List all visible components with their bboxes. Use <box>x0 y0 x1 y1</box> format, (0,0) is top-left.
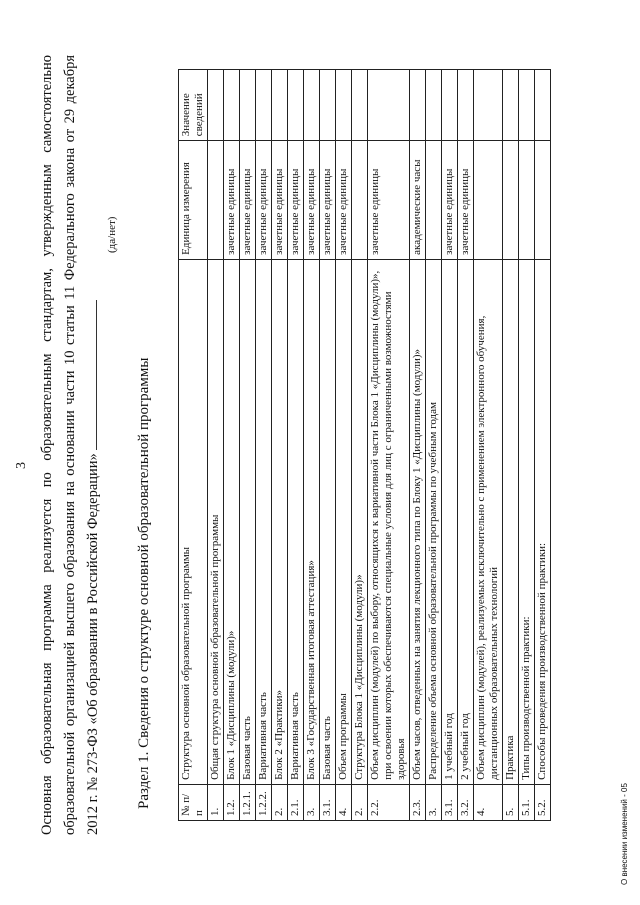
row-unit: зачетные единицы <box>336 141 352 260</box>
intro-text: Основная образовательная программа реализуется по образовательным стандартам, утвержденным самостоятельно образовательной организацией высшего образования на основании части 10 статьи 11 Федерального закона от 29 декабря 2012 г. № 273-ФЗ «Об образовании в Российской Федерации» <box>39 55 101 835</box>
row-name: Блок 2 «Практики» <box>272 259 288 784</box>
row-num: 1.2.1. <box>240 784 256 820</box>
table-row <box>256 70 272 821</box>
row-name: Вариативная часть <box>256 259 272 784</box>
row-name: Общая структура основной образовательной программы <box>208 259 224 784</box>
row-num: 1. <box>208 784 224 820</box>
row-num: 5.1. <box>519 784 535 820</box>
table-row <box>368 70 410 821</box>
row-unit: академические часы <box>410 141 426 260</box>
row-unit <box>503 141 519 260</box>
table-row <box>410 70 426 821</box>
header-value: Значение сведений <box>179 70 208 141</box>
row-unit <box>208 141 224 260</box>
row-value-cell[interactable] <box>320 70 336 141</box>
answer-hint: (да/нет) <box>106 216 118 253</box>
row-value-cell[interactable] <box>288 70 304 141</box>
row-name: Блок 3 «Государственная итоговая аттестация» <box>304 259 320 784</box>
row-value-cell[interactable] <box>352 70 368 141</box>
page-number: 3 <box>14 462 29 469</box>
row-unit: зачетные единицы <box>224 141 240 260</box>
footer-note: О внесении изменений - 05 <box>620 783 629 885</box>
header-unit: Единица измерения <box>179 141 208 260</box>
row-num: 3. <box>304 784 320 820</box>
row-num: 2. <box>272 784 288 820</box>
row-value-cell[interactable] <box>519 70 535 141</box>
header-num: № п/п <box>179 784 208 820</box>
section-heading: Раздел 1. Сведения о структуре основной образовательной программы <box>136 357 152 809</box>
row-num: 2.2. <box>368 784 410 820</box>
row-num: 5.2. <box>535 784 551 820</box>
row-value-cell[interactable] <box>474 70 503 141</box>
table-row <box>426 70 442 821</box>
row-name: Структура Блока 1 «Дисциплины (модули)» <box>352 259 368 784</box>
row-unit: зачетные единицы <box>304 141 320 260</box>
row-value-cell[interactable] <box>426 70 442 141</box>
row-name: Вариативная часть <box>288 259 304 784</box>
table-row <box>442 70 458 821</box>
row-unit <box>474 141 503 260</box>
row-value-cell[interactable] <box>256 70 272 141</box>
row-value-cell[interactable] <box>304 70 320 141</box>
row-unit: зачетные единицы <box>288 141 304 260</box>
row-value-cell[interactable] <box>208 70 224 141</box>
table-row <box>336 70 352 821</box>
row-unit: зачетные единицы <box>240 141 256 260</box>
table-row <box>304 70 320 821</box>
row-unit: зачетные единицы <box>320 141 336 260</box>
table-row <box>458 70 474 821</box>
row-unit <box>519 141 535 260</box>
intro-paragraph <box>36 55 105 835</box>
row-unit: зачетные единицы <box>272 141 288 260</box>
row-num: 3.1. <box>320 784 336 820</box>
row-value-cell[interactable] <box>336 70 352 141</box>
row-value-cell[interactable] <box>442 70 458 141</box>
answer-line[interactable] <box>84 300 97 450</box>
row-unit <box>426 141 442 260</box>
row-unit: зачетные единицы <box>458 141 474 260</box>
row-num: 3. <box>426 784 442 820</box>
row-num: 1.2.2. <box>256 784 272 820</box>
row-unit: зачетные единицы <box>256 141 272 260</box>
row-num: 3.2. <box>458 784 474 820</box>
row-num: 4. <box>474 784 503 820</box>
structure-table <box>178 69 551 821</box>
row-name: Практика <box>503 259 519 784</box>
table-header-row <box>179 70 208 821</box>
row-name: Объем дисциплин (модулей), реализуемых исключительно с применением электронного обучения, дистанционных образовательных технологий <box>474 259 503 784</box>
row-value-cell[interactable] <box>224 70 240 141</box>
row-name: Распределение объема основной образовательной программы по учебным годам <box>426 259 442 784</box>
row-value-cell[interactable] <box>458 70 474 141</box>
table-row <box>535 70 551 821</box>
row-num: 4. <box>336 784 352 820</box>
row-name: 1 учебный год <box>442 259 458 784</box>
table-row <box>519 70 535 821</box>
row-name: Объем дисциплин (модулей) по выбору, относящихся к вариативной части Блока 1 «Дисциплины (модули)», при освоении которых обеспечиваются специальные условия для лиц с ограниченными возможностями здоровья <box>368 259 410 784</box>
row-num: 2.3. <box>410 784 426 820</box>
table-row <box>474 70 503 821</box>
table-body <box>208 70 551 821</box>
table-row <box>503 70 519 821</box>
row-num: 2. <box>352 784 368 820</box>
row-unit <box>352 141 368 260</box>
row-name: Типы производственной практики: <box>519 259 535 784</box>
table-row <box>320 70 336 821</box>
table-row <box>272 70 288 821</box>
row-num: 1.2. <box>224 784 240 820</box>
row-unit: зачетные единицы <box>442 141 458 260</box>
row-name: Базовая часть <box>240 259 256 784</box>
row-value-cell[interactable] <box>410 70 426 141</box>
row-value-cell[interactable] <box>240 70 256 141</box>
header-name: Структура основной образовательной программы <box>179 259 208 784</box>
row-unit <box>535 141 551 260</box>
table-row <box>352 70 368 821</box>
row-name: 2 учебный год <box>458 259 474 784</box>
row-name: Способы проведения производственной практики: <box>535 259 551 784</box>
row-value-cell[interactable] <box>368 70 410 141</box>
row-num: 5. <box>503 784 519 820</box>
row-unit: зачетные единицы <box>368 141 410 260</box>
row-value-cell[interactable] <box>503 70 519 141</box>
table-row <box>208 70 224 821</box>
row-value-cell[interactable] <box>535 70 551 141</box>
row-num: 2.1. <box>288 784 304 820</box>
row-value-cell[interactable] <box>272 70 288 141</box>
row-name: Базовая часть <box>320 259 336 784</box>
table-row <box>224 70 240 821</box>
row-name: Объем программы <box>336 259 352 784</box>
table-row <box>288 70 304 821</box>
table-row <box>240 70 256 821</box>
row-num: 3.1. <box>442 784 458 820</box>
row-name: Объем часов, отведенных на занятия лекционного типа по Блоку 1 «Дисциплины (модули)» <box>410 259 426 784</box>
row-name: Блок 1 «Дисциплины (модули)» <box>224 259 240 784</box>
